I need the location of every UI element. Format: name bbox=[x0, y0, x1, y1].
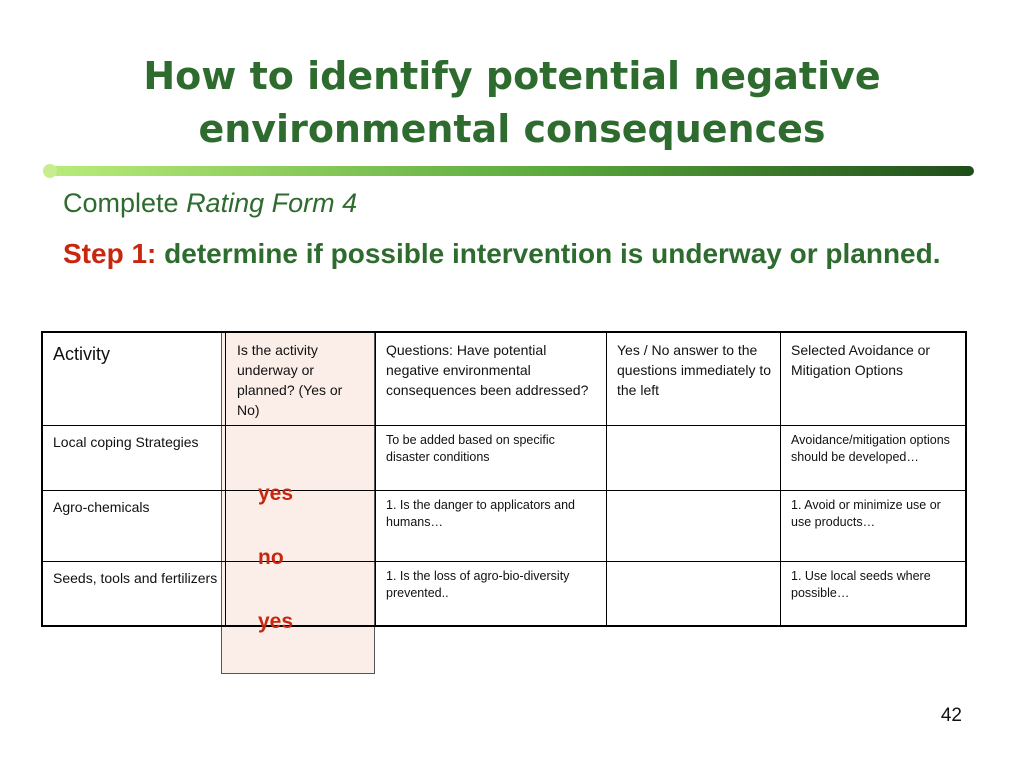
row-2-activity: Agro-chemicals bbox=[53, 499, 150, 515]
row-2-option: 1. Avoid or minimize use or use products… bbox=[791, 498, 941, 529]
row-3-question: 1. Is the loss of agro-bio-diversity prevented.. bbox=[386, 569, 570, 600]
row-2-question: 1. Is the danger to applicators and humans… bbox=[386, 498, 576, 529]
column-divider bbox=[225, 333, 226, 625]
header-mitigation-options: Selected Avoidance or Mitigation Options bbox=[791, 342, 931, 378]
step-instruction bbox=[63, 233, 963, 274]
row-1-question: To be added based on specific disaster conditions bbox=[386, 433, 555, 464]
column-divider bbox=[780, 333, 781, 625]
header-yes-no-answer: Yes / No answer to the questions immediately to the left bbox=[617, 342, 772, 398]
row-divider bbox=[43, 490, 965, 491]
row-3-option: 1. Use local seeds where possible… bbox=[791, 569, 931, 600]
page-number: 42 bbox=[940, 705, 962, 726]
column-divider bbox=[375, 333, 376, 625]
row-divider bbox=[43, 561, 965, 562]
subtitle bbox=[63, 185, 357, 221]
row-divider bbox=[43, 425, 965, 426]
subtitle-prefix: Complete bbox=[63, 188, 187, 218]
underway-answers bbox=[258, 478, 293, 670]
rating-form-table bbox=[41, 331, 967, 627]
row-3-activity: Seeds, tools and fertilizers bbox=[53, 570, 218, 586]
header-questions: Questions: Have potential negative environmental consequences been addressed? bbox=[386, 342, 589, 398]
underway-answer-2: no bbox=[258, 546, 284, 569]
column-divider bbox=[606, 333, 607, 625]
step-text: determine if possible intervention is underway or planned. bbox=[156, 238, 941, 269]
rating-form-name: Rating Form 4 bbox=[186, 188, 358, 218]
header-underway: Is the activity underway or planned? (Yes or No) bbox=[237, 342, 343, 418]
underway-answer-1: yes bbox=[258, 482, 294, 505]
step-label: Step 1: bbox=[63, 238, 157, 269]
underway-answer-3: yes bbox=[258, 610, 294, 633]
row-1-activity: Local coping Strategies bbox=[53, 434, 199, 450]
title-divider bbox=[42, 163, 980, 179]
row-1-option: Avoidance/mitigation options should be developed… bbox=[791, 433, 950, 464]
slide-title: How to identify potential negative environmental consequences bbox=[143, 54, 881, 151]
header-activity: Activity bbox=[53, 344, 111, 364]
